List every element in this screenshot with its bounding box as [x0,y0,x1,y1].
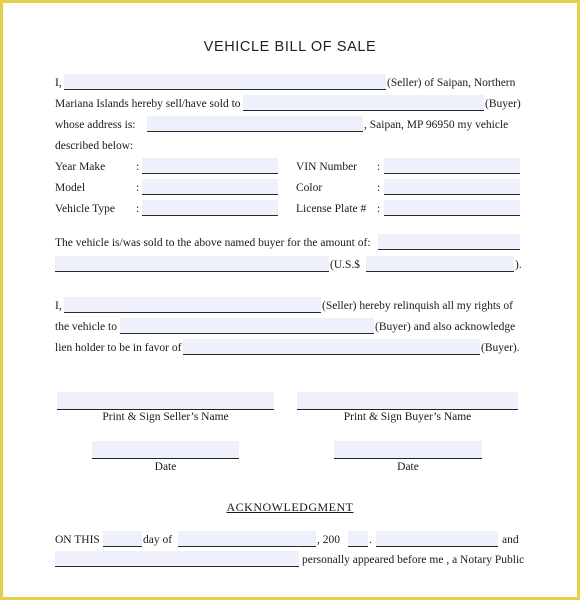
p1-intro-text: I, [55,77,62,89]
seller-date-label: Date [154,461,177,473]
amount-words-field-2[interactable] [55,256,329,272]
buyer-transfer-field[interactable] [120,318,374,334]
p2-intro-text: I, [55,300,62,312]
buyer-name-field[interactable] [243,95,484,111]
ack-month-field[interactable] [178,531,316,547]
p1-described-text: described below: [55,140,134,152]
lien-holder-field[interactable] [183,339,480,355]
ack-and-text: and [502,534,519,546]
seller-signature-label: Print & Sign Seller’s Name [102,411,229,423]
p2-buyer-label: (Buyer) and also acknowledge [375,321,516,333]
model-field[interactable] [142,179,278,195]
seller-signature-field[interactable] [57,392,274,410]
ack-extra-field[interactable] [376,531,498,547]
usd-label: (U.S.$ [330,259,361,271]
p2-line3-text: lien holder to be in favor of [55,342,182,354]
p1-line2-text: Mariana Islands hereby sell/have sold to [55,98,241,110]
p1-address-suffix: , Saipan, MP 96950 my vehicle [364,119,509,131]
ack-notary-text: personally appeared before me , a Notary Public [302,554,525,566]
amount-words-field[interactable] [378,234,520,250]
colon: : [136,203,140,215]
p1-seller-label: (Seller) of Saipan, Northern [387,77,516,89]
acknowledgment-heading: ACKNOWLEDGMENT [226,500,354,514]
ack-name-field[interactable] [55,551,299,567]
year-make-label: Year Make [55,161,106,173]
colon: : [377,182,381,194]
vin-field[interactable] [384,158,520,174]
colon: : [136,161,140,173]
vehicle-type-field[interactable] [142,200,278,216]
ack-year-prefix: , 200 [317,534,340,546]
seller-name-field[interactable] [64,74,386,90]
year-make-field[interactable] [142,158,278,174]
vin-label: VIN Number [296,161,357,173]
usd-close: ). [515,259,522,271]
ack-year-field[interactable] [348,531,368,547]
ack-day-of-text: day of [143,534,173,546]
ack-day-field[interactable] [103,531,142,547]
color-field[interactable] [384,179,520,195]
colon: : [377,203,381,215]
buyer-date-label: Date [397,461,419,473]
amount-usd-field[interactable] [366,256,514,272]
license-plate-label: License Plate # [296,203,367,215]
ack-period: . [369,534,372,546]
amount-text: The vehicle is/was sold to the above named buyer for the amount of: [55,237,371,249]
p2-seller-label: (Seller) hereby relinquish all my rights of [322,300,513,312]
colon: : [377,161,381,173]
p2-line2-text: the vehicle to [55,321,117,333]
p2-buyer-label-2: (Buyer). [481,342,520,354]
seller-date-field[interactable] [92,441,239,459]
buyer-date-field[interactable] [334,441,482,459]
buyer-address-field[interactable] [147,116,363,132]
model-label: Model [55,182,86,194]
ack-on-this-text: ON THIS [55,534,100,546]
seller-relinquish-field[interactable] [64,297,321,313]
buyer-signature-field[interactable] [297,392,518,410]
colon: : [136,182,140,194]
license-plate-field[interactable] [384,200,520,216]
color-label: Color [296,182,323,194]
buyer-signature-label: Print & Sign Buyer’s Name [343,411,472,423]
p1-address-label: whose address is: [55,119,136,131]
vehicle-type-label: Vehicle Type [55,203,115,215]
document-title: VEHICLE BILL OF SALE [203,39,377,55]
p1-buyer-label: (Buyer) [485,98,521,110]
